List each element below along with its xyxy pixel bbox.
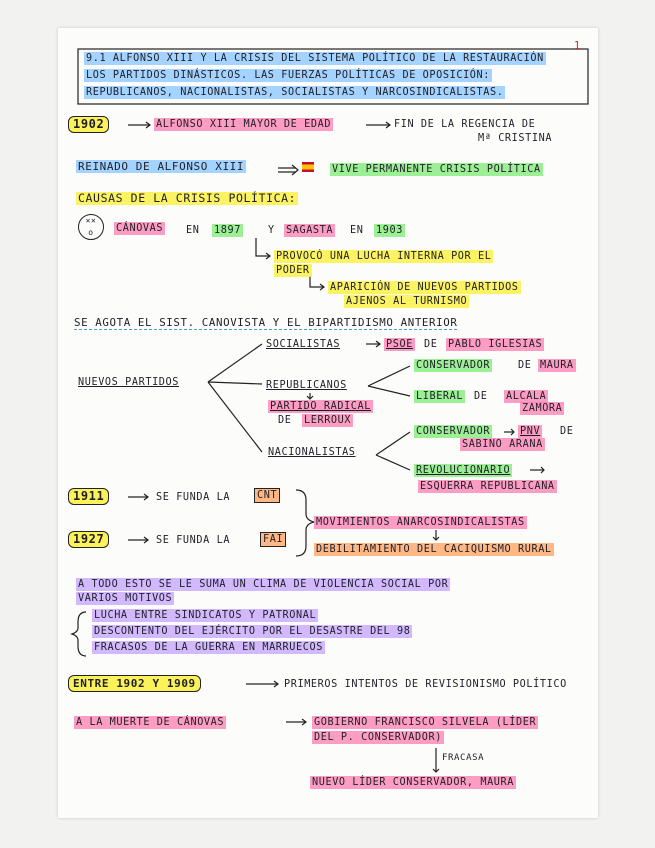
socialistas-de: DE bbox=[424, 339, 438, 350]
conservador-de: DE bbox=[518, 360, 532, 371]
canovas-y: Y bbox=[268, 225, 275, 236]
nacionalistas-label: NACIONALISTAS bbox=[268, 447, 356, 458]
crisis-permanente: VIVE PERMANENTE CRISIS POLÍTICA bbox=[332, 164, 541, 175]
page-number: 1 bbox=[574, 41, 581, 52]
lerroux: LERROUX bbox=[304, 415, 352, 426]
debilitamiento-caciquismo: DEBILITAMIENTO DEL CACIQUISMO RURAL bbox=[316, 544, 552, 555]
partido-radical: PARTIDO RADICAL bbox=[270, 401, 372, 412]
lucha-line-2: PODER bbox=[276, 265, 310, 276]
canovas-label: CÁNOVAS bbox=[116, 223, 164, 234]
socialistas-label: SOCIALISTAS bbox=[266, 339, 341, 350]
reinado-label: REINADO DE ALFONSO XIII bbox=[78, 160, 245, 173]
sabino-arana: SABINO ARANA bbox=[462, 439, 543, 450]
se-agota: SE AGOTA EL SIST. CANOVISTA Y EL BIPARTIDISMO ANTERIOR bbox=[74, 316, 458, 329]
sagasta-label: SAGASTA bbox=[286, 225, 334, 236]
dead-face-icon: ✕✕ o bbox=[78, 214, 104, 240]
zamora: ZAMORA bbox=[522, 403, 563, 414]
pablo-iglesias: PABLO IGLESIAS bbox=[448, 339, 543, 350]
muerte-canovas: A LA MUERTE DE CÁNOVAS bbox=[76, 717, 225, 728]
fracasa-label: FRACASA bbox=[442, 753, 485, 763]
year-1897: 1897 bbox=[214, 225, 241, 236]
republicanos-label: REPUBLICANOS bbox=[266, 380, 347, 391]
violencia-line-1: A TODO ESTO SE LE SUMA UN CLIMA DE VIOLENCIA SOCIAL POR bbox=[78, 579, 449, 590]
spain-flag-icon bbox=[302, 162, 314, 172]
gobierno-silvela-1: GOBIERNO FRANCISCO SILVELA (LÍDER bbox=[314, 717, 537, 728]
fai-box: FAI bbox=[260, 532, 286, 547]
violencia-line-2: VARIOS MOTIVOS bbox=[78, 593, 173, 604]
sagasta-en: EN bbox=[350, 225, 364, 236]
psoe-label: PSOE bbox=[386, 339, 413, 350]
pnv: PNV bbox=[520, 426, 541, 437]
pnv-de: DE bbox=[560, 426, 574, 437]
date-1927: 1927 bbox=[68, 531, 109, 548]
lucha-line-1: PROVOCÓ UNA LUCHA INTERNA POR EL bbox=[276, 251, 492, 262]
maura: MAURA bbox=[540, 360, 574, 371]
revolucionario: REVOLUCIONARIO bbox=[416, 465, 511, 476]
radical-de: DE bbox=[278, 415, 292, 426]
title-line-2: LOS PARTIDOS DINÁSTICOS. LAS FUERZAS POLÍTICAS DE OPOSICIÓN: bbox=[86, 70, 491, 81]
motivo-3: FRACASOS DE LA GUERRA EN MARRUECOS bbox=[94, 642, 323, 653]
aparicion-line-2: AJENOS AL TURNISMO bbox=[346, 296, 468, 307]
canovas-en: EN bbox=[186, 225, 200, 236]
nuevos-partidos: NUEVOS PARTIDOS bbox=[78, 377, 180, 388]
funda-fai-text: SE FUNDA LA bbox=[156, 535, 231, 546]
cnt-box: CNT bbox=[254, 488, 280, 503]
liberal-de: DE bbox=[474, 391, 488, 402]
gobierno-silvela-2: DEL P. CONSERVADOR) bbox=[314, 732, 442, 743]
causas-heading: CAUSAS DE LA CRISIS POLÍTICA: bbox=[78, 191, 297, 205]
movimientos-anarcosindicalistas: MOVIMIENTOS ANARCOSINDICALISTAS bbox=[316, 517, 525, 528]
alfonso-mayor-edad: ALFONSO XIII MAYOR DE EDAD bbox=[156, 119, 332, 130]
aparicion-line-1: APARICIÓN DE NUEVOS PARTIDOS bbox=[330, 282, 519, 293]
date-1911: 1911 bbox=[68, 488, 109, 505]
alcala: ALCALA bbox=[506, 391, 547, 402]
date-1902: 1902 bbox=[68, 116, 109, 133]
nuevo-lider-maura: NUEVO LÍDER CONSERVADOR, MAURA bbox=[312, 777, 515, 788]
maria-cristina: Mª CRISTINA bbox=[478, 133, 553, 144]
conservador-label: CONSERVADOR bbox=[416, 360, 491, 371]
title-line-3: REPUBLICANOS, NACIONALISTAS, SOCIALISTAS Y NARCOSINDICALISTAS. bbox=[86, 87, 504, 98]
title-line-1: 9.1 ALFONSO XIII Y LA CRISIS DEL SISTEMA POLÍTICO DE LA RESTAURACIÓN bbox=[86, 53, 544, 64]
nac-conservador: CONSERVADOR bbox=[416, 426, 491, 437]
revisionismo-text: PRIMEROS INTENTOS DE REVISIONISMO POLÍTICO bbox=[284, 679, 567, 690]
esquerra-republicana: ESQUERRA REPUBLICANA bbox=[420, 481, 555, 492]
date-entre-1902-1909: ENTRE 1902 Y 1909 bbox=[68, 675, 201, 692]
motivo-2: DESCONTENTO DEL EJÉRCITO POR EL DESASTRE DEL 98 bbox=[94, 626, 411, 637]
motivo-1: LUCHA ENTRE SINDICATOS Y PATRONAL bbox=[94, 610, 317, 621]
liberal-label: LIBERAL bbox=[416, 391, 464, 402]
funda-cnt-text: SE FUNDA LA bbox=[156, 492, 231, 503]
fin-regencia: FIN DE LA REGENCIA DE bbox=[394, 119, 536, 130]
year-1903: 1903 bbox=[376, 225, 403, 236]
